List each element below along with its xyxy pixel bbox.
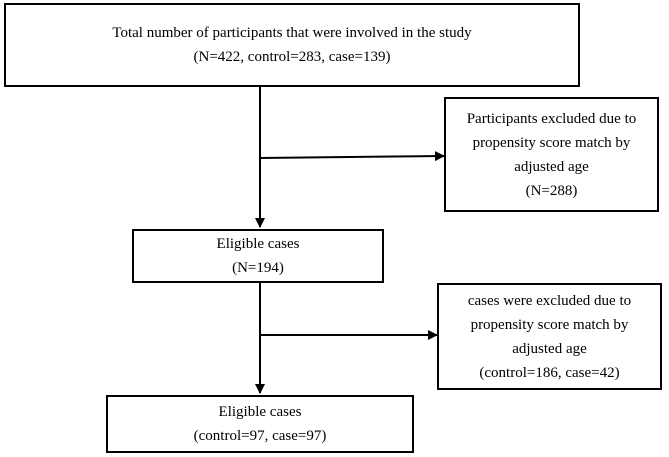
eligible1-line-2: (N=194) [232,260,284,276]
excluded2-line-2: propensity score match by [470,316,629,333]
excluded1-line-4: (N=288) [525,182,578,199]
total-box-line-2: (N=422, control=283, case=139) [193,49,391,65]
excluded1-line-3: adjusted age [514,158,589,175]
total-participants-box [4,3,580,87]
final-eligible-cases-box [106,395,414,453]
excluded2-line-4: (control=186, case=42) [479,364,620,381]
excluded-cases-box [437,283,662,390]
excluded1-line-2: propensity score match by [472,134,631,151]
excluded2-line-1: cases were excluded due to [467,292,632,309]
eligible2-line-2: (control=97, case=97) [193,428,327,444]
excluded-participants-box [444,97,659,212]
excluded1-line-1: Participants excluded due to [466,110,637,127]
excluded2-line-3: adjusted age [512,340,587,357]
eligible1-line-1: Eligible cases [216,236,300,252]
eligible-cases-box [132,229,384,283]
arrow-to-excluded1 [260,156,444,158]
total-box-line-1: Total number of participants that were involved in the study [112,25,472,41]
eligible2-line-1: Eligible cases [218,404,302,420]
